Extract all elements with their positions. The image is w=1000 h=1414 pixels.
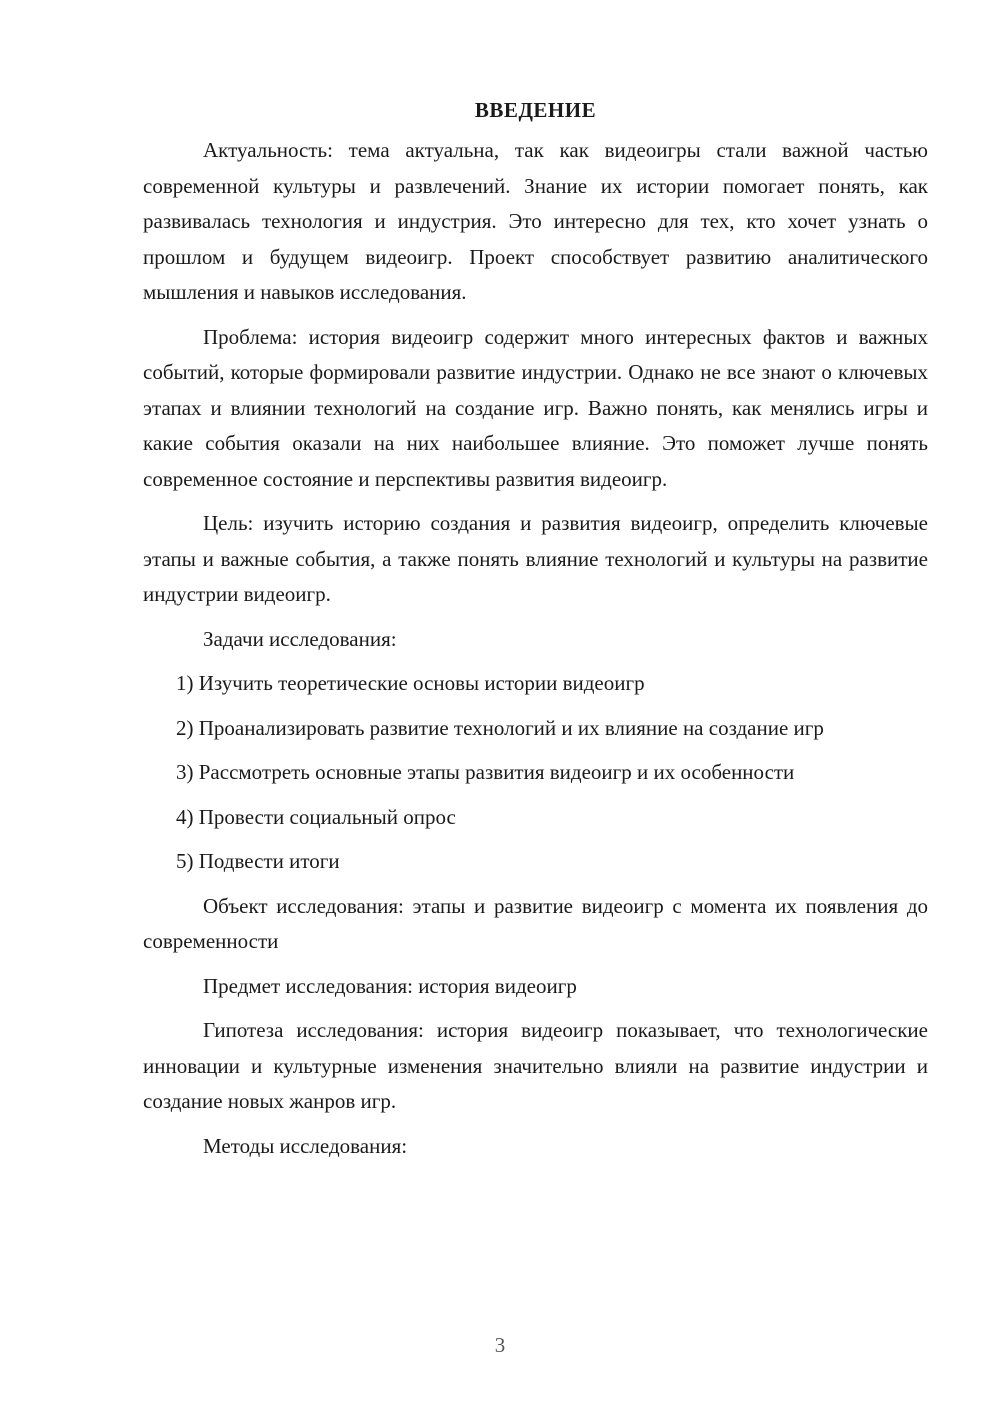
problem-paragraph: Проблема: история видеоигр содержит много интересных фактов и важных событий, которые формировали развитие индустрии. Однако не все знают о ключевых этапах и влиянии технологий на создание игр. Важно понять, как менялись игры и какие события оказали на них наибольшее влияние. Это поможет лучше понять современное состояние и перспективы развития видеоигр. — [143, 324, 928, 491]
task-item: 2) Проанализировать развитие технологий и их влияние на создание игр — [176, 715, 824, 740]
methods-title: Методы исследования: — [203, 1133, 408, 1158]
hypothesis-paragraph: Гипотеза исследования: история видеоигр показывает, что технологические инновации и культурные изменения значительно влияли на развитие индустрии и создание новых жанров игр. — [143, 1018, 928, 1113]
goal-paragraph: Цель: изучить историю создания и развития видеоигр, определить ключевые этапы и важные события, а также понять влияние технологий и культуры на развитие индустрии видеоигр. — [143, 511, 928, 606]
task-item: 1) Изучить теоретические основы истории видеоигр — [176, 671, 645, 695]
task-item: 3) Рассмотреть основные этапы развития видеоигр и их особенности — [176, 760, 795, 784]
page-number: 3 — [494, 1333, 506, 1357]
task-item: 4) Провести социальный опрос — [176, 804, 456, 829]
subject-paragraph: Предмет исследования: история видеоигр — [203, 973, 577, 998]
task-item: 5) Подвести итоги — [176, 849, 340, 873]
tasks-list — [143, 666, 928, 880]
document-page — [143, 95, 928, 1173]
object-paragraph: Объект исследования: этапы и развитие видеоигр с момента их появления до современности — [143, 893, 928, 953]
relevance-paragraph: Актуальность: тема актуальна, так как видеоигры стали важной частью современной культуры и развлечений. Знание их истории помогает понять, как развивалась технология и индустрия. Это интересно для тех, кто хочет узнать о прошлом и будущем видеоигр. Проект способствует развитию аналитического мышления и навыков исследования. — [143, 138, 928, 304]
page-title: ВВЕДЕНИЕ — [474, 98, 597, 122]
tasks-title: Задачи исследования: — [203, 626, 397, 651]
